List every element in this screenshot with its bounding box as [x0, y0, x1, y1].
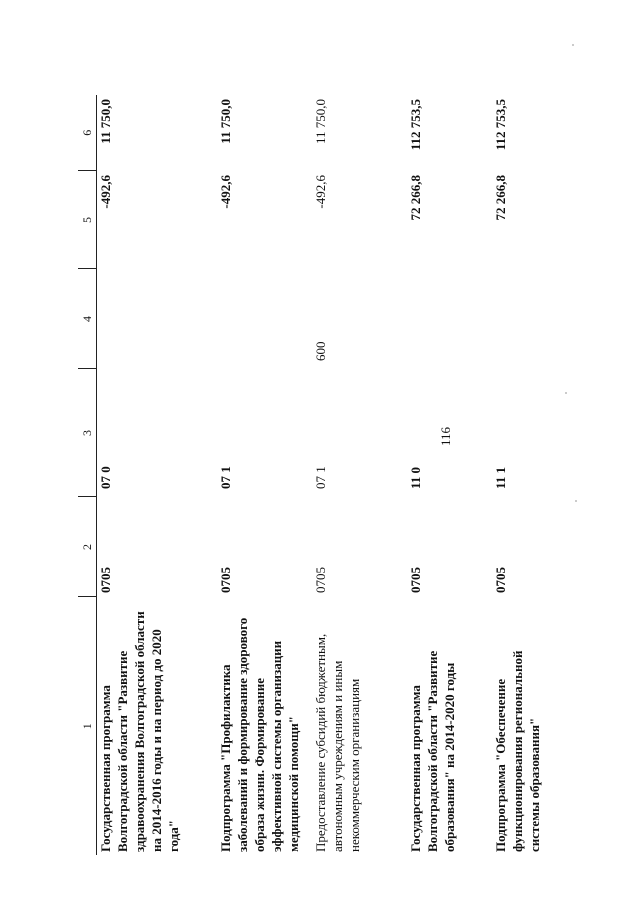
- row-name: Государственная программа Волгоградской области "Развитие образования" на 2014-2020 годы: [407, 650, 457, 852]
- scan-speck: [572, 44, 574, 46]
- scan-speck: [575, 500, 577, 502]
- row-expense-type: [97, 269, 217, 369]
- row-expense-type: [407, 269, 492, 369]
- table-row: [97, 95, 217, 855]
- row-section-code: 0705: [98, 567, 113, 593]
- row-change-amount: -492,6: [217, 175, 233, 209]
- row-target-code: 07 1: [217, 466, 233, 489]
- row-section-code: 0705: [217, 567, 233, 593]
- row-target-code: 11 0: [407, 466, 423, 489]
- row-name: Предоставление субсидий бюджетным, автономным учреждениям и иным некоммерческим организациям: [312, 633, 362, 852]
- row-expense-type: [217, 269, 312, 369]
- page-number: 116: [438, 426, 453, 446]
- row-section-code: 0705: [492, 567, 508, 593]
- row-total-amount: 112 753,5: [492, 99, 508, 151]
- row-total-amount: 112 753,5: [407, 99, 423, 151]
- header-col-6: 6: [78, 95, 97, 171]
- table-row: [312, 95, 407, 855]
- rotated-page-content: [78, 95, 598, 855]
- budget-table: [78, 95, 572, 855]
- row-name: Подпрограмма "Профилактика заболеваний и формирование здорового образа жизни. Формирование эффективной системы организации медицинской помощи": [217, 617, 301, 852]
- header-col-2: 2: [78, 497, 97, 597]
- header-col-1: 1: [78, 597, 97, 855]
- row-total-amount: 11 750,0: [98, 99, 113, 144]
- header-row: [78, 95, 97, 855]
- row-section-code: 0705: [312, 567, 328, 593]
- header-col-3: 3: [78, 369, 97, 497]
- row-target-code: 11 1: [492, 466, 508, 489]
- row-change-amount: 72 266,8: [492, 175, 508, 221]
- row-target-code: 07 1: [312, 466, 328, 489]
- row-change-amount: -492,6: [98, 175, 113, 209]
- row-change-amount: -492,6: [312, 175, 328, 209]
- row-name: Государственная программа Волгоградской области "Развитие здравоохранения Волгоградской области на 2014-2016 годы и на период до 2020 года": [98, 611, 181, 852]
- table-row: [492, 95, 572, 855]
- row-total-amount: 11 750,0: [312, 99, 328, 145]
- header-col-5: 5: [78, 171, 97, 269]
- row-target-code: 07 0: [98, 466, 113, 489]
- header-col-4: 4: [78, 269, 97, 369]
- row-expense-type: 600: [312, 341, 328, 361]
- scan-speck: [565, 392, 567, 394]
- row-name: Подпрограмма "Обеспечение функционирования региональной системы образования": [492, 650, 542, 852]
- table-row: [407, 95, 492, 855]
- row-expense-type: [492, 269, 572, 369]
- table-row: [217, 95, 312, 855]
- row-section-code: 0705: [407, 567, 423, 593]
- row-total-amount: 11 750,0: [217, 99, 233, 144]
- row-change-amount: 72 266,8: [407, 175, 423, 221]
